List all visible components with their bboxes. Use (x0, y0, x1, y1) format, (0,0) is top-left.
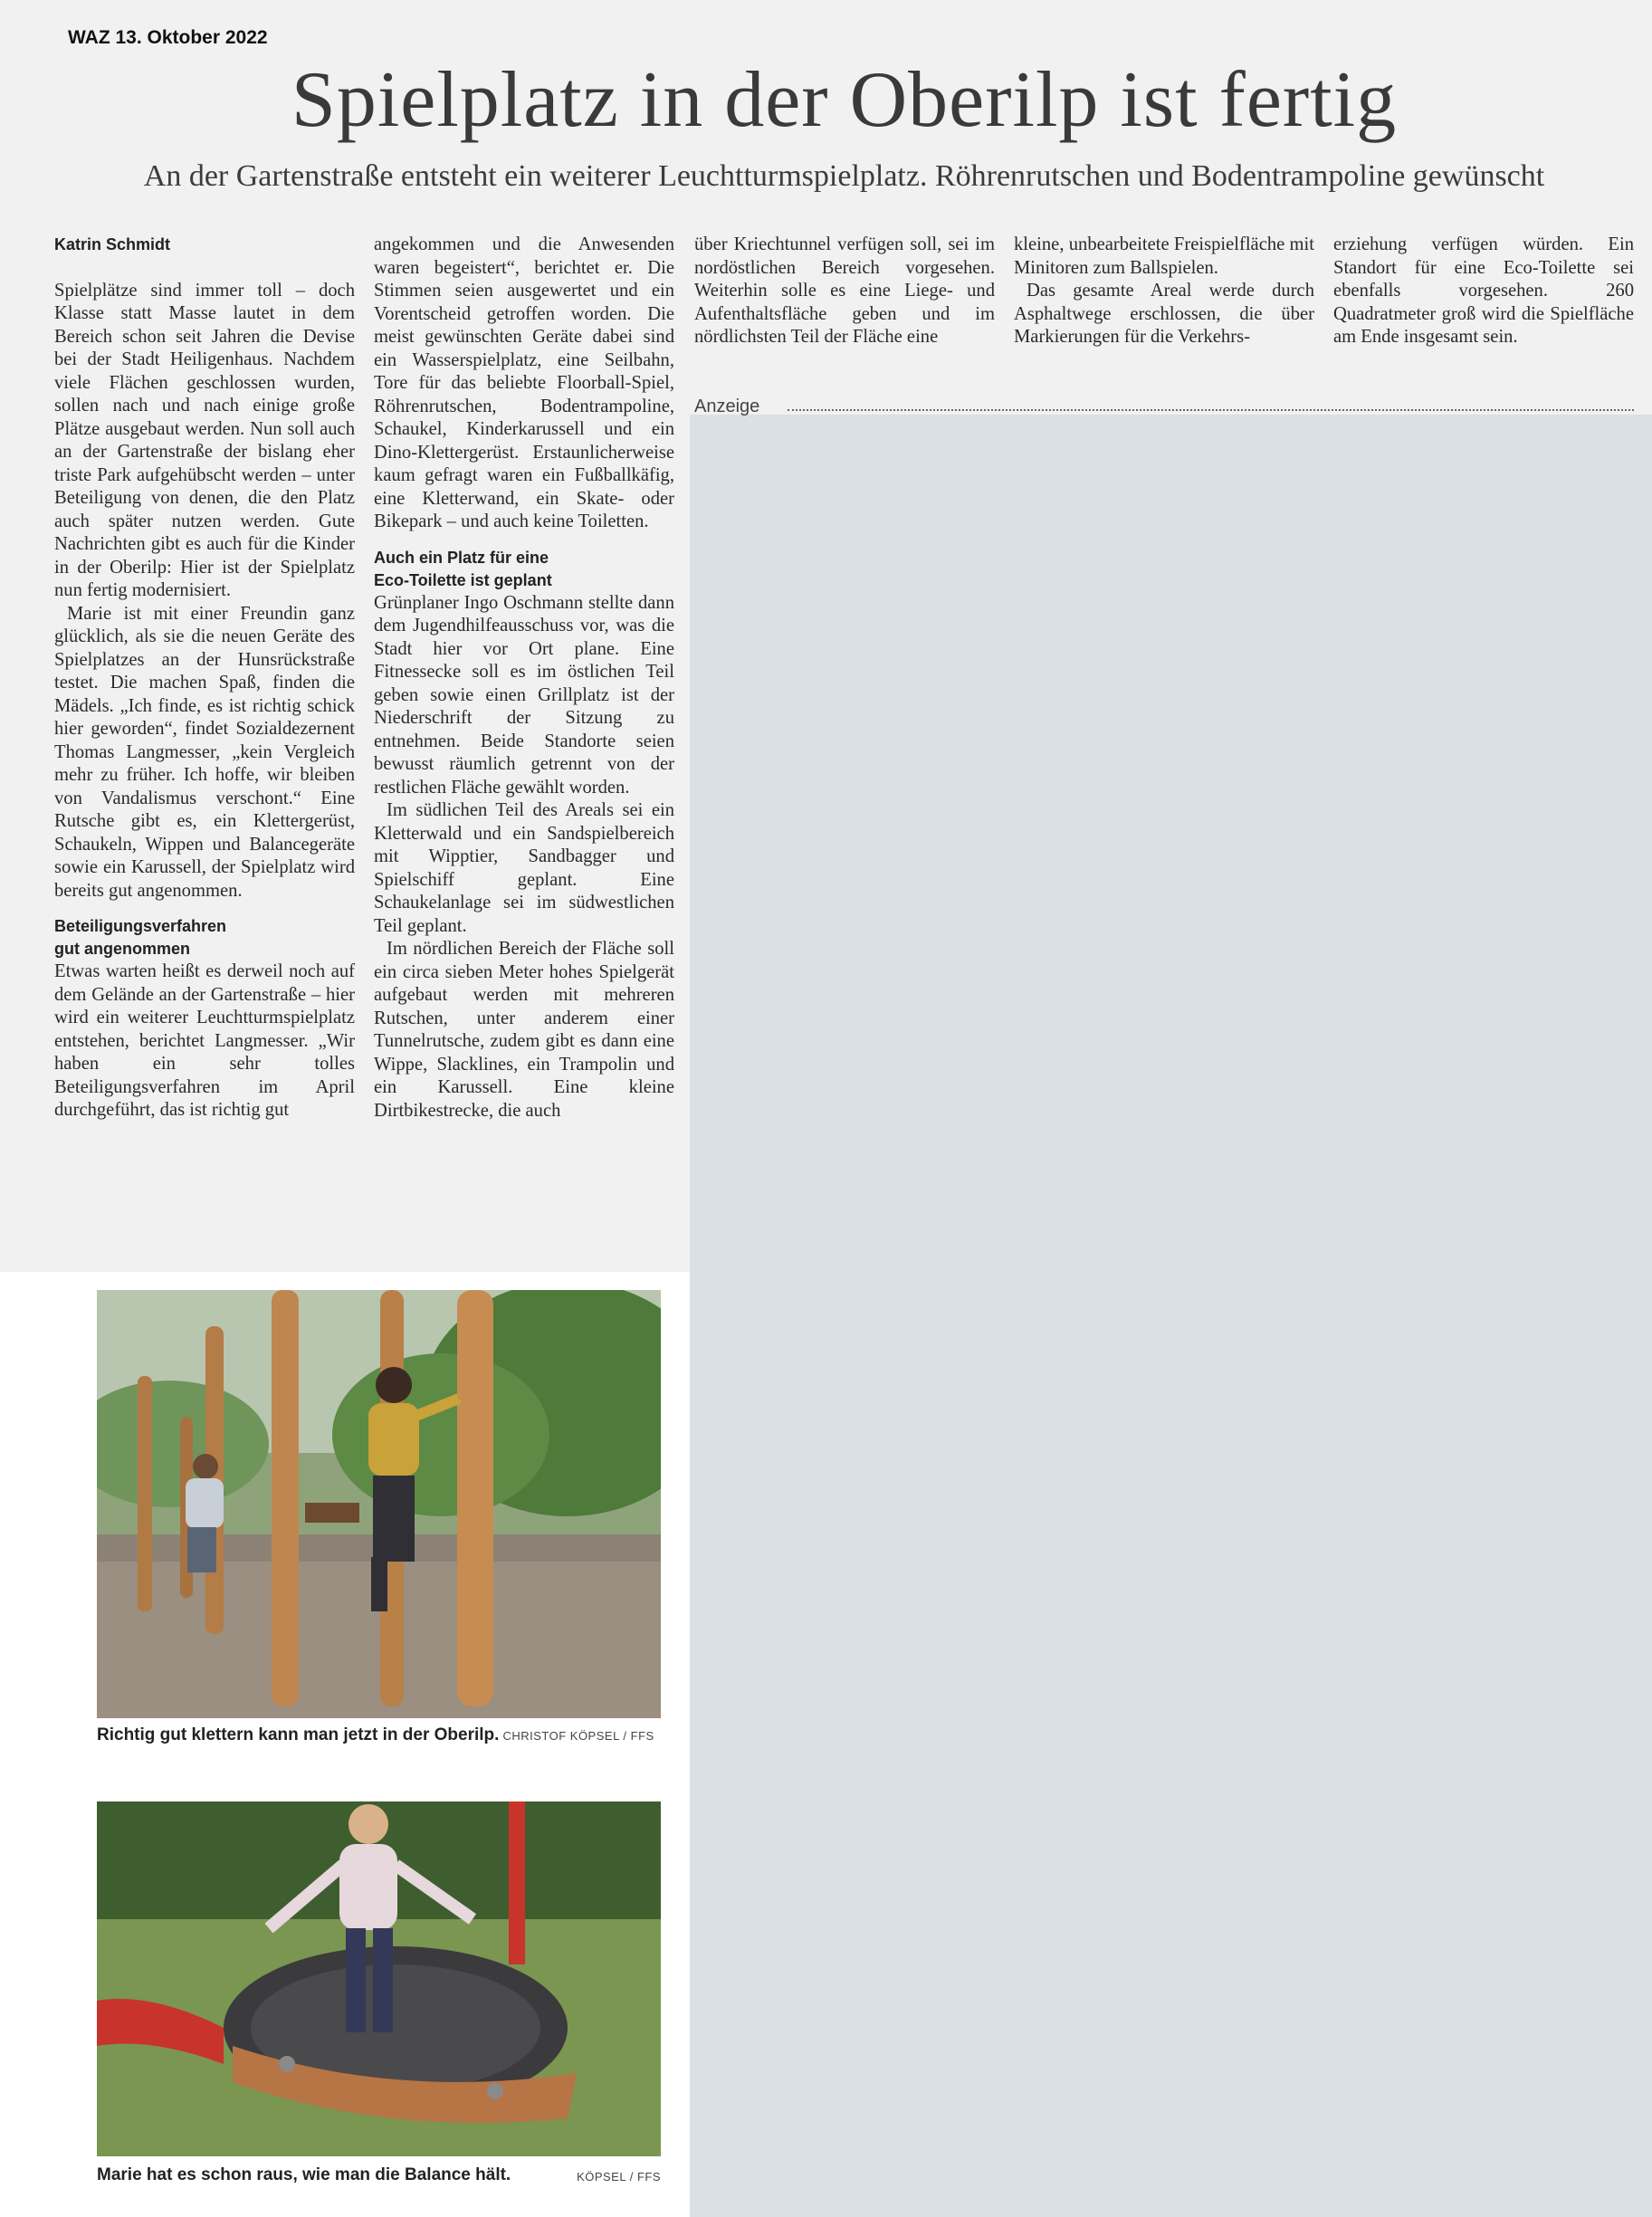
paragraph: Etwas warten heißt es derweil noch auf dem Gelände an der Gartenstraße – hier wird ein weiterer Leuchtturmspielplatz entstehen, berichtet Langmesser. „Wir haben ein sehr tolles Beteiligungsverfahren im April durchgeführt, das ist richtig gut (54, 961, 355, 1120)
subhead-line: gut angenommen (54, 940, 191, 958)
photo-credit: CHRISTOF KÖPSEL / FFS (502, 1729, 654, 1743)
paragraph: kleine, unbearbeitete Freispielfläche mit Minitoren zum Ballspielen. (1014, 234, 1314, 278)
paragraph: Spielplätze sind immer toll – doch Klasse statt Masse lautet in dem Bereich schon seit Jahren die Devise bei der Stadt Heiligenhaus. Nachdem viele Flächen geschlossen wurden, sollen nach und nach einige große Plätze ausgebaut werden. Nun soll auch an der Gartenstraße der bislang eher triste Park aufgehübscht werden – unter Beteiligung von denen, die den Platz auch später nutzen werden. Gute Nachrichten gibt es auch für die Kinder in der Oberilp: Hier ist der Spielplatz nun fertig modernisiert. (54, 280, 355, 600)
article-column-1 (54, 234, 355, 1123)
photo-climbing-image (97, 1290, 661, 1718)
advertisement-area (690, 415, 1652, 2217)
caption-text: Richtig gut klettern kann man jetzt in der Oberilp. (97, 1725, 500, 1744)
author: Katrin Schmidt (54, 235, 171, 253)
paragraph: angekommen und die Anwesenden waren begeistert“, berichtet er. Die Stimmen seien ausgewertet und ein Vorentscheid getroffen worden. Die meist gewünschten Geräte dabei sind ein Wasserspielplatz, eine Seilbahn, Tore für das beliebte Floorball-Spiel, Röhrenrutschen, Bodentrampoline, Schaukel, Kinderkarussell und ein Dino-Klettergerüst. Erstaunlicherweise kaum gefragt waren ein Fußballkäfig, eine Kletterwand, ein Skate- oder Bikepark – und auch keine Toiletten. (374, 234, 674, 531)
subheadline: An der Gartenstraße entsteht ein weiterer Leuchtturmspielplatz. Röhrenrutschen und Bodentrampoline gewünscht (143, 159, 1545, 193)
paragraph: Marie ist mit einer Freundin ganz glücklich, als sie die neuen Geräte des Spielplatzes an der Hunsrückstraße testet. Die machen Spaß, finden die Mädels. „Ich finde, es ist richtig schick hier geworden“, findet Sozialdezernent Thomas Langmesser, „kein Vergleich mehr zu früher. Ich hoffe, wir bleiben von Vandalismus verschont.“ Eine Rutsche gibt es, ein Klettergerüst, Schaukeln, Wippen und Balancegeräte sowie ein Karussell, der Spielplatz wird bereits gut angenommen. (54, 603, 355, 901)
section-subhead (54, 915, 355, 960)
photo-caption (97, 1725, 661, 1745)
section-subhead (374, 547, 674, 592)
source-label: WAZ 13. Oktober 2022 (68, 27, 268, 48)
ad-label: Anzeige (694, 397, 760, 416)
article-column-2 (374, 234, 674, 1123)
subhead-line: Auch ein Platz für eine (374, 548, 549, 567)
headline: Spielplatz in der Oberilp ist fertig (291, 56, 1398, 144)
photo-caption (97, 2165, 661, 2185)
photo-climbing (97, 1290, 661, 1718)
photo-credit: KÖPSEL / FFS (577, 2170, 661, 2184)
article-column-3 (694, 234, 995, 349)
caption-text: Marie hat es schon raus, wie man die Balance hält. (97, 2165, 511, 2184)
article-column-4 (1014, 234, 1314, 349)
subhead-line: Beteiligungsverfahren (54, 917, 227, 935)
paragraph: über Kriechtunnel verfügen soll, sei im nordöstlichen Bereich vorgesehen. Weiterhin solle es eine Liege- und Aufenthaltsfläche geben und im nördlichsten Teil der Fläche eine (694, 234, 995, 347)
photo-balance (97, 1801, 661, 2156)
paragraph: Im nördlichen Bereich der Fläche soll ein circa sieben Meter hohes Spielgerät aufgebaut werden mit mehreren Rutschen, unter anderem einer Tunnelrutsche, zudem gibt es dann eine Wippe, Slacklines, ein Trampolin und ein Karussell. Eine kleine Dirtbikestrecke, die auch (374, 939, 674, 1121)
paragraph: Das gesamte Areal werde durch Asphaltwege erschlossen, die über Markierungen für die Verkehrs- (1014, 281, 1314, 347)
photo-balance-image (97, 1801, 661, 2156)
paragraph: erziehung verfügen würden. Ein Standort für eine Eco-Toilette sei ebenfalls vorgesehen. 260 Quadratmeter groß wird die Spielfläche am Ende insgesamt sein. (1333, 234, 1634, 347)
article-column-5 (1333, 234, 1634, 349)
ad-divider (788, 409, 1634, 411)
paragraph: Im südlichen Teil des Areals sei ein Kletterwald und ein Sandspielbereich mit Wipptier, Sandbagger und Spielschiff geplant. Eine Schaukelanlage sei im südwestlichen Teil geplant. (374, 800, 674, 936)
paragraph: Grünplaner Ingo Oschmann stellte dann dem Jugendhilfeausschuss vor, was die Stadt hier vor Ort plane. Eine Fitnessecke soll es im östlichen Teil geben sowie einen Grillplatz ist der Niederschrift der Sitzung zu entnehmen. Beide Standorte seien bewusst räumlich getrennt von der restlichen Fläche gewählt worden. (374, 592, 674, 798)
subhead-line: Eco-Toilette ist geplant (374, 570, 552, 589)
